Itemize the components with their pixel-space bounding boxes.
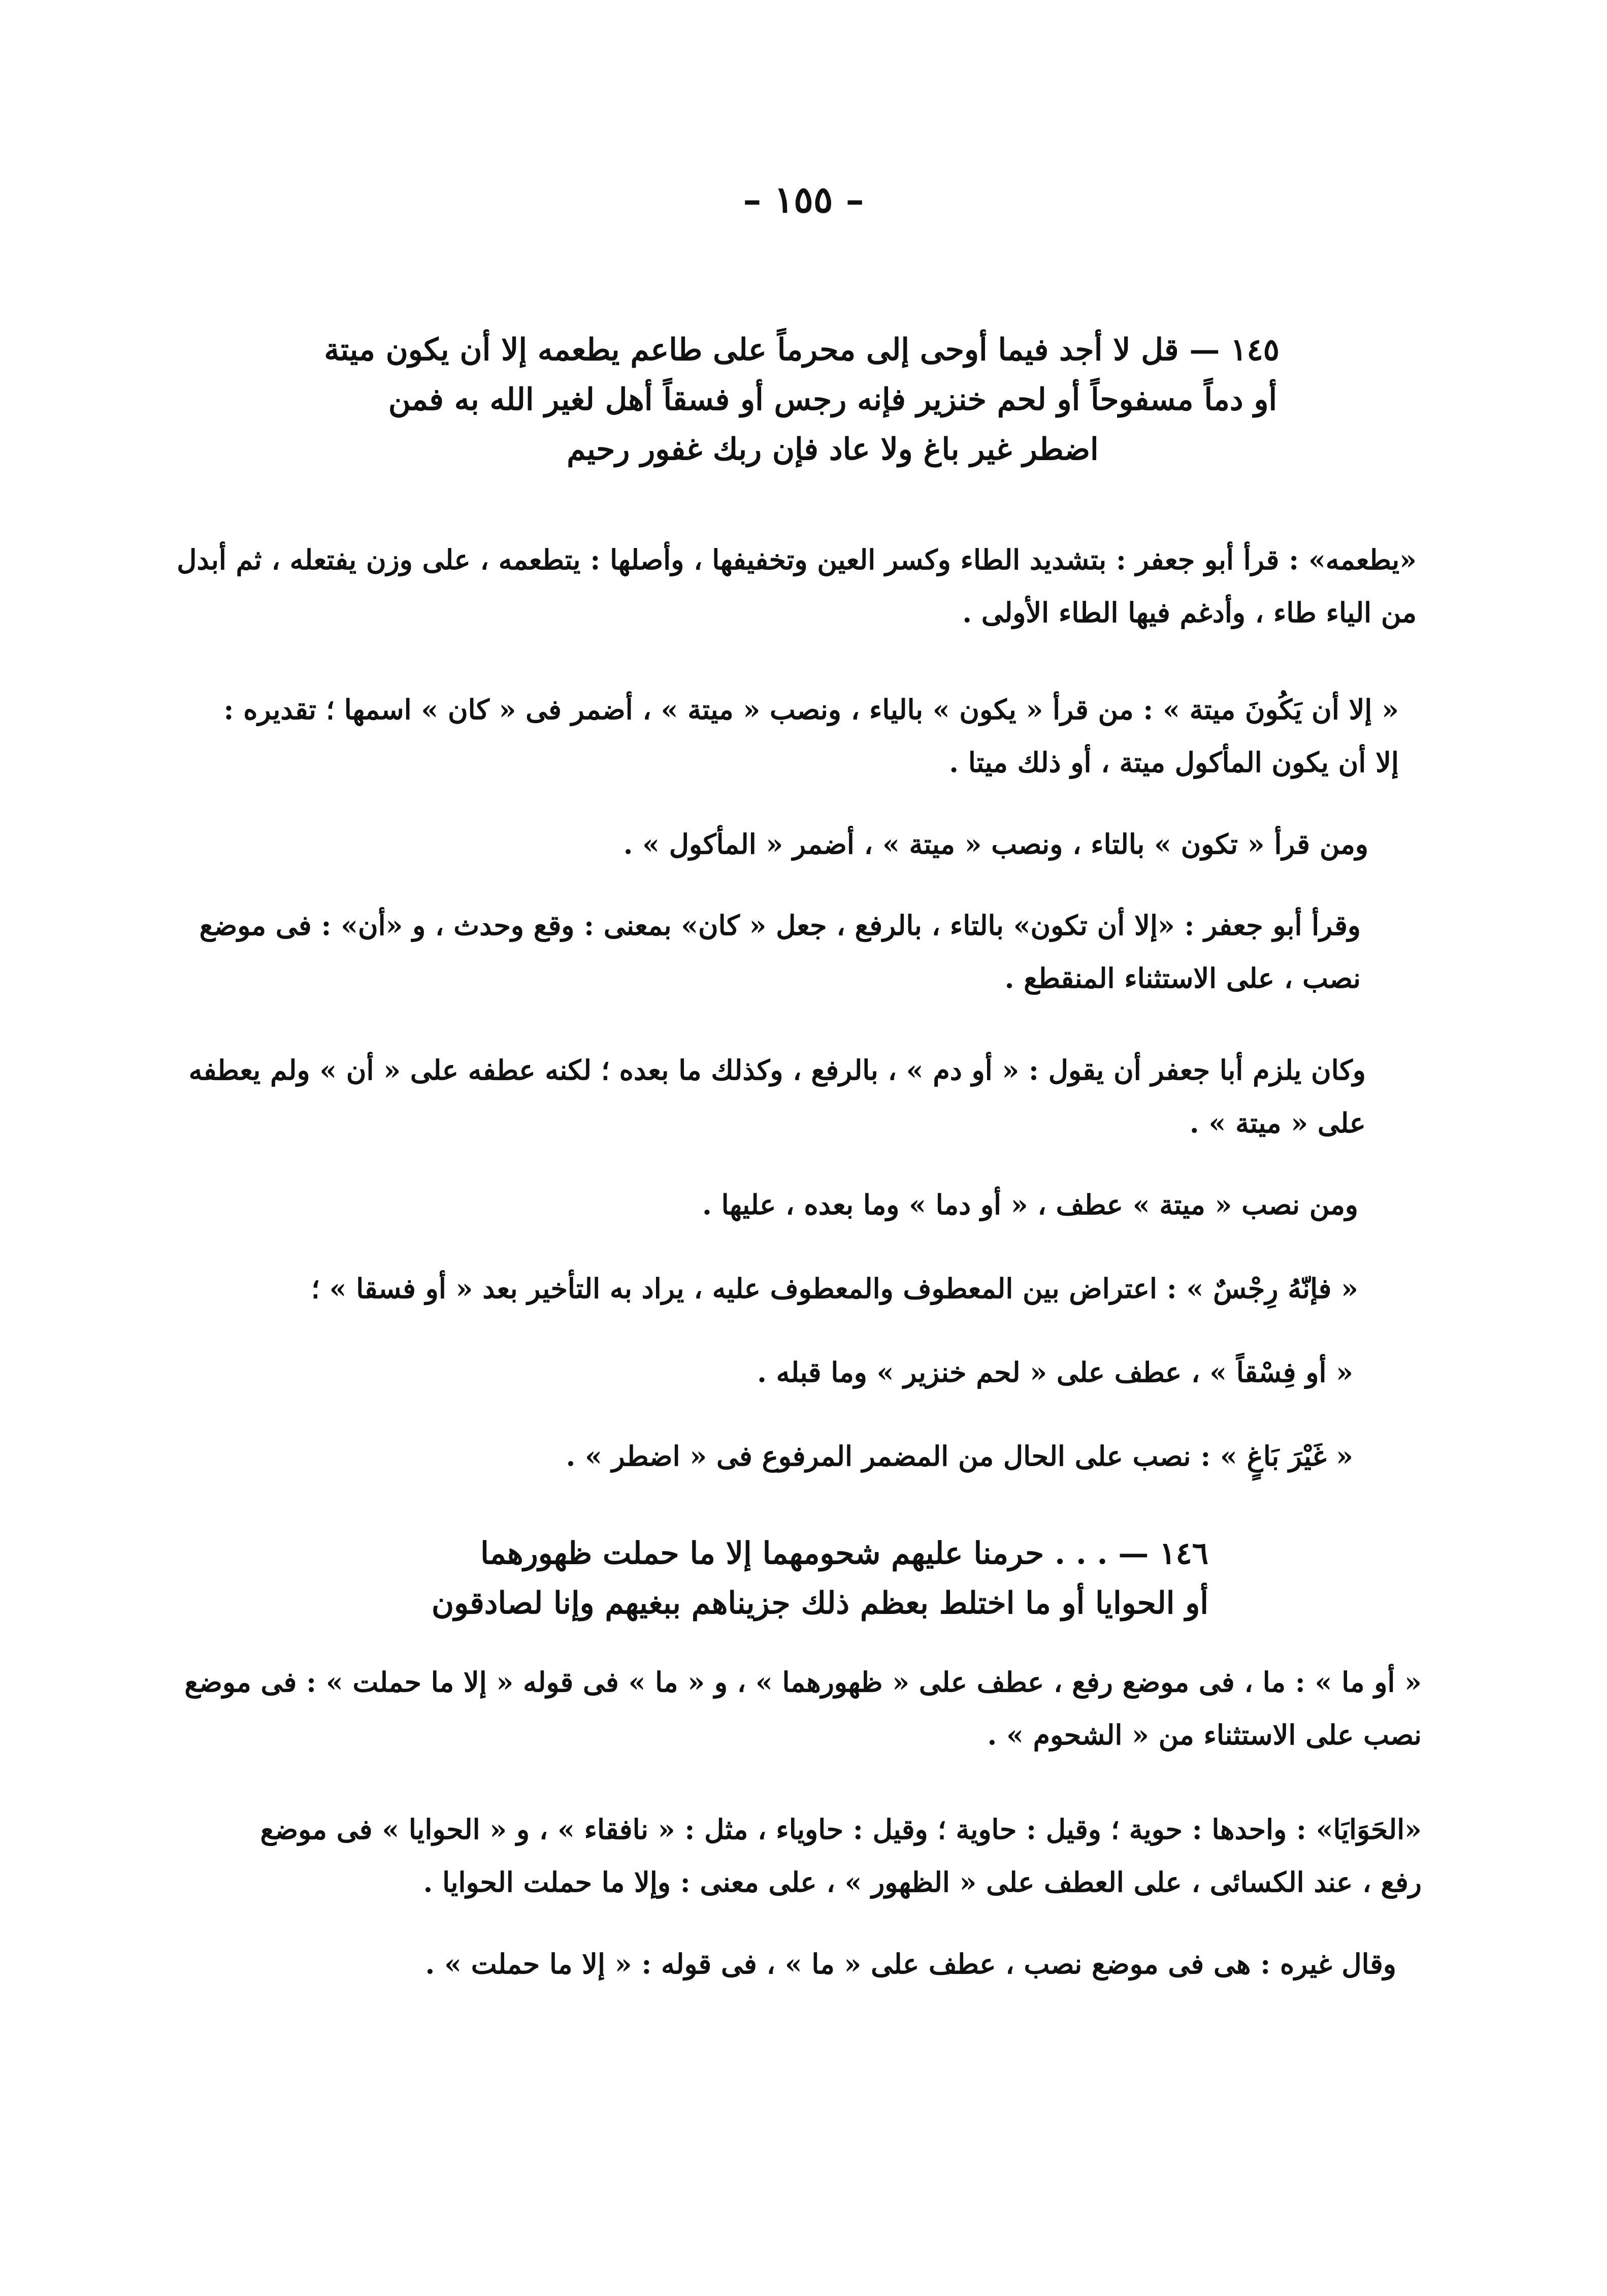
paragraph-line: ومن قرأ « تكون » بالتاء ، ونصب « ميتة » ، أضمر « المأكول » . — [623, 828, 1368, 860]
commentary-paragraph — [282, 1262, 1358, 1315]
commentary-paragraph — [260, 1803, 1422, 1909]
commentary-paragraph — [177, 533, 1417, 639]
commentary-paragraph — [199, 899, 1361, 1005]
paragraph-line: « أو فِسْقاً » ، عطف على « لحم خنزير » وما قبله . — [757, 1356, 1353, 1388]
paragraph-line: «يطعمه» : قرأ أبو جعفر : بتشديد الطاء وكسر العين وتخفيفها ، وأصلها : يتطعمه ، على وزن يفتعله ، ثم أبدل — [177, 543, 1417, 576]
paragraph-line: رفع ، عند الكسائى ، على العطف على « الظهور » ، على معنى : وإلا ما حملت الحوايا . — [423, 1866, 1422, 1898]
commentary-paragraph — [223, 683, 1399, 789]
paragraph-line: ومن نصب « ميتة » عطف ، « أو دما » وما بعده ، عليها . — [702, 1188, 1358, 1221]
paragraph-line: « فإنّهُ رِجْسٌ » : اعتراض بين المعطوف والمعطوف عليه ، يراد به التأخير بعد « أو فسقا » ؛ — [311, 1272, 1358, 1305]
verse-line: ١٤٦ — . . . حرمنا عليهم شحومهما إلا ما حملت ظهورهما — [480, 1536, 1208, 1571]
commentary-paragraph — [282, 1346, 1353, 1399]
verse-line: اضطر غير باغ ولا عاد فإن ربك غفور رحيم — [567, 432, 1099, 467]
paragraph-line: نصب على الاستثناء من « الشحوم » . — [987, 1719, 1422, 1751]
paragraph-line: على « ميتة » . — [1189, 1107, 1366, 1139]
verse-line: ١٤٥ — قل لا أجد فيما أوحى إلى محرماً على طاعم يطعمه إلا أن يكون ميتة — [324, 332, 1280, 368]
page-number: – ١٥٥ – — [743, 178, 864, 221]
commentary-paragraph — [294, 1937, 1396, 1990]
commentary-paragraph — [282, 818, 1368, 870]
paragraph-line: من الياء طاء ، وأدغم فيها الطاء الأولى . — [962, 596, 1417, 629]
commentary-paragraph — [184, 1656, 1422, 1761]
paragraph-line: وكان يلزم أبا جعفر أن يقول : « أو دم » ، بالرفع ، وكذلك ما بعده ؛ لكنه عطفه على « أن » ولم يعطفه — [188, 1054, 1366, 1086]
paragraph-line: «الحَوَايَا» : واحدها : حوية ؛ وقيل : حاوية ؛ وقيل : حاوياء ، مثل : « نافقاء » ، و « الحوايا » فى موضع — [260, 1813, 1422, 1846]
paragraph-line: « إلا أن يَكُونَ ميتة » : من قرأ « يكون » بالياء ، ونصب « ميتة » ، أضمر فى « كان » اسمها ؛ تقديره : — [223, 693, 1399, 726]
verse-line: أو الحوايا أو ما اختلط بعظم ذلك جزيناهم ببغيهم وإنا لصادقون — [432, 1586, 1208, 1621]
paragraph-line: « غَيْرَ بَاغٍ » : نصب على الحال من المضمر المرفوع فى « اضطر » . — [566, 1440, 1353, 1472]
paragraph-line: وقال غيره : هى فى موضع نصب ، عطف على « ما » ، فى قوله : « إلا ما حملت » . — [425, 1948, 1396, 1980]
verse-145 — [324, 325, 1280, 474]
paragraph-line: إلا أن يكون المأكول ميتة ، أو ذلك ميتا . — [949, 746, 1399, 779]
paragraph-line: نصب ، على الاستثناء المنقطع . — [1004, 962, 1361, 994]
verse-line: أو دماً مسفوحاً أو لحم خنزير فإنه رجس أو فسقاً أهل لغير الله به فمن — [388, 382, 1277, 417]
paragraph-line: « أو ما » : ما ، فى موضع رفع ، عطف على « ظهورهما » ، و « ما » فى قوله « إلا ما حملت » : فى موضع — [184, 1666, 1422, 1698]
paragraph-line: وقرأ أبو جعفر : «إلا أن تكون» بالتاء ، بالرفع ، جعل « كان» بمعنى : وقع وحدث ، و «أن» : فى موضع — [199, 909, 1361, 942]
verse-146 — [432, 1529, 1208, 1628]
commentary-paragraph — [188, 1044, 1366, 1149]
commentary-paragraph — [282, 1430, 1353, 1482]
commentary-paragraph — [282, 1178, 1358, 1231]
